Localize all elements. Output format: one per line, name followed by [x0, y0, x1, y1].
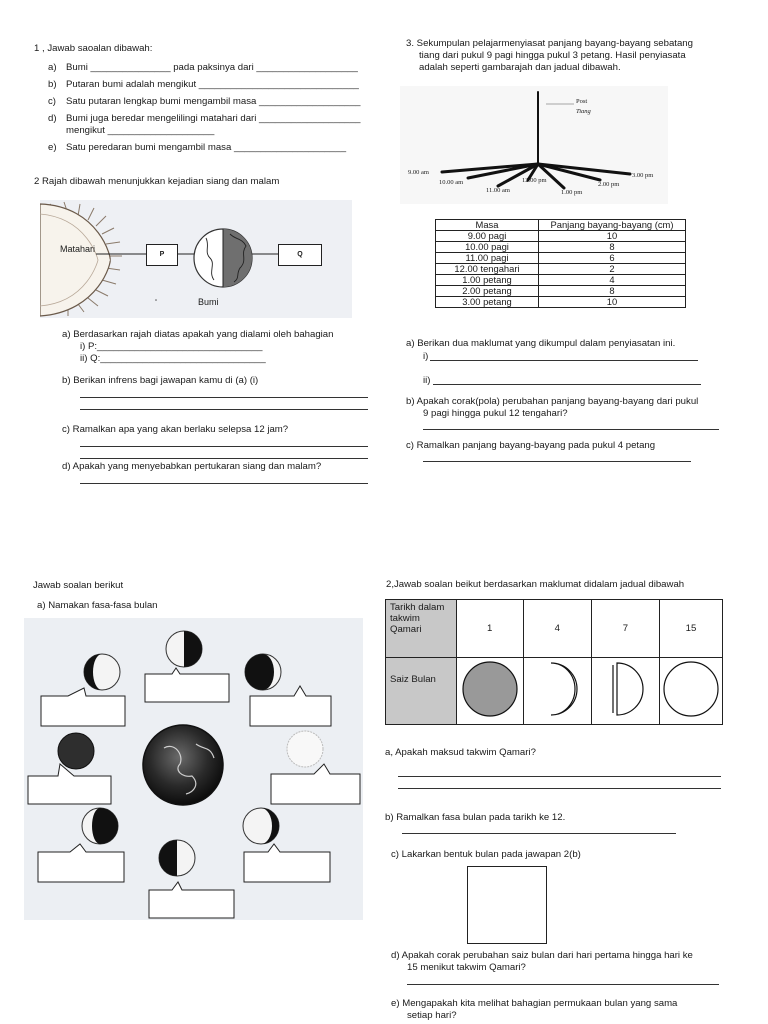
q4-title: Jawab soalan berikut — [33, 580, 124, 591]
q5-title: 2,Jawab soalan beikut berdasarkan maklumat didalam jadual dibawah — [386, 579, 685, 590]
table-row — [436, 242, 686, 253]
table-cell: 10.00 pagi — [436, 242, 539, 253]
q1-item-b-mark: b) — [48, 79, 57, 90]
q3-question-b-1: b) Apakah corak(pola) perubahan panjang bayang-bayang dari pukul — [406, 396, 699, 407]
q1-item-c-mark: c) — [48, 96, 56, 107]
table-cell: 11.00 pagi — [436, 253, 539, 264]
q1-item-b: Putaran bumi adalah mengikut ______________________________ — [66, 79, 359, 90]
qamari-row-label-tarikh: Tarikh dalam takwim Qamari — [386, 600, 457, 658]
table-row — [436, 264, 686, 275]
q1-item-e-mark: e) — [48, 142, 57, 153]
table-cell: 10 — [539, 231, 686, 242]
time-label-10am: 10.00 am — [439, 179, 464, 186]
q3-intro-3: adalah seperti gambarajah dan jadual dibawah. — [419, 62, 621, 73]
table-cell: 4 — [539, 275, 686, 286]
q1-item-d: Bumi juga beredar mengelilingi matahari dari ___________________ — [66, 113, 361, 124]
sun-label: Matahari — [60, 244, 96, 254]
answer-box-top-right[interactable] — [250, 686, 331, 726]
q2-question-a-ii: ii) Q:_______________________________ — [80, 353, 266, 364]
answer-box-top-left[interactable] — [41, 688, 125, 726]
time-label-3pm: 3.00 pm — [632, 172, 654, 179]
table-cell: 9.00 pagi — [436, 231, 539, 242]
q2-question-a-i: i) P:_______________________________ — [80, 341, 263, 352]
q1-item-d-cont: mengikut ____________________ — [66, 125, 215, 136]
moon-bottom-left — [82, 808, 118, 844]
table-cell: 3.00 petang — [436, 297, 539, 308]
qamari-row-label-saiz: Saiz Bulan — [386, 658, 457, 725]
box-q — [278, 244, 322, 266]
q3-question-a-ii: ii) — [423, 375, 431, 386]
tiang-label: Tiang — [576, 108, 591, 115]
earth-center — [143, 725, 223, 805]
moon-bottom — [159, 840, 195, 876]
q3-question-b-2: 9 pagi hingga pukul 12 tengahari? — [423, 408, 568, 419]
answer-line — [433, 384, 701, 385]
sun-shape — [40, 204, 110, 316]
answer-line — [423, 429, 719, 430]
table-cell: 12.00 tengahari — [436, 264, 539, 275]
q5-question-a: a, Apakah maksud takwim Qamari? — [385, 747, 536, 758]
q5-question-e-1: e) Mengapakah kita melihat bahagian permukaan bulan yang sama — [391, 998, 678, 1009]
qamari-table — [385, 599, 723, 725]
q3-intro-2: tiang dari pukul 9 pagi hingga pukul 3 petang. Hasil penyiasata — [419, 50, 686, 61]
q1-item-c: Satu putaran lengkap bumi mengambil masa ___________________ — [66, 96, 361, 107]
moon-right-full — [287, 731, 323, 767]
q5-question-e-2: setiap hari? — [407, 1010, 457, 1021]
moon-size-day-7 — [591, 658, 659, 725]
answer-line — [430, 360, 698, 361]
table-cell: 1.00 petang — [436, 275, 539, 286]
answer-line — [80, 397, 368, 398]
q3-question-c: c) Ramalkan panjang bayang-bayang pada pukul 4 petang — [406, 440, 656, 451]
q2-question-b: b) Berikan infrens bagi jawapan kamu di (a) (i) — [62, 375, 259, 386]
time-label-9am: 9.00 am — [408, 169, 429, 176]
table-row — [436, 297, 686, 308]
box-p — [146, 244, 178, 266]
moon-size-day-15 — [660, 658, 723, 725]
moon-phases-diagram — [24, 618, 363, 920]
answer-line — [402, 833, 676, 834]
box-p-label: P — [159, 250, 165, 258]
qamari-day: 7 — [591, 600, 659, 658]
answer-box-bottom-left[interactable] — [38, 844, 124, 882]
moon-size-day-4 — [523, 658, 591, 725]
q1-title: 1 , Jawab saoalan dibawah: — [34, 43, 153, 54]
table-cell: 8 — [539, 242, 686, 253]
q1-item-e: Satu peredaran bumi mengambil masa _____________________ — [66, 142, 347, 153]
answer-box-bottom[interactable] — [149, 882, 234, 918]
sketch-box[interactable] — [467, 866, 547, 944]
answer-line — [398, 776, 721, 777]
moon-top-right — [245, 654, 281, 690]
time-label-11am: 11.00 am — [486, 187, 510, 194]
answer-line — [423, 461, 691, 462]
table-cell: 2.00 petang — [436, 286, 539, 297]
qamari-day: 1 — [456, 600, 523, 658]
answer-line — [80, 446, 368, 447]
moon-bottom-right — [243, 808, 279, 844]
q4-question-a: a) Namakan fasa-fasa bulan — [37, 600, 158, 611]
moon-top — [166, 631, 202, 667]
q2-question-d: d) Apakah yang menyebabkan pertukaran siang dan malam? — [62, 461, 322, 472]
q5-question-d-1: d) Apakah corak perubahan saiz bulan dari hari pertama hingga hari ke — [391, 950, 693, 961]
table-cell: 8 — [539, 286, 686, 297]
time-label-12pm: 12.00 pm — [522, 177, 547, 184]
time-label-1pm: 1.00 pm — [561, 189, 583, 196]
q1-item-a: Bumi _______________ pada paksinya dari ___________________ — [66, 62, 358, 73]
qamari-day: 4 — [523, 600, 591, 658]
q5-question-d-2: 15 menikut takwim Qamari? — [407, 962, 526, 973]
answer-box-left[interactable] — [28, 764, 111, 804]
q5-question-b: b) Ramalkan fasa bulan pada tarikh ke 12. — [385, 812, 566, 823]
time-label-2pm: 2.00 pm — [598, 181, 620, 188]
qamari-day: 15 — [660, 600, 723, 658]
table-cell: 2 — [539, 264, 686, 275]
answer-line — [80, 409, 368, 410]
earth-label: Bumi — [198, 297, 219, 307]
table-header-masa: Masa — [436, 220, 539, 231]
table-row — [436, 286, 686, 297]
answer-box-bottom-right[interactable] — [244, 844, 330, 882]
answer-line — [407, 984, 719, 985]
moon-left-new — [58, 733, 94, 769]
moon-phases-drawing — [24, 618, 363, 920]
day-night-diagram — [40, 200, 352, 318]
post-label: Post — [576, 98, 588, 105]
q1-item-d-mark: d) — [48, 113, 57, 124]
q3-question-a-i: i) — [423, 351, 429, 362]
shadow-length-table — [435, 219, 686, 308]
q2-question-a: a) Berdasarkan rajah diatas apakah yang dialami oleh bahagian — [62, 329, 334, 340]
answer-line — [80, 483, 368, 484]
table-cell: 6 — [539, 253, 686, 264]
answer-box-top[interactable] — [145, 668, 229, 702]
q3-question-a: a) Berikan dua maklumat yang dikumpul dalam penyiasatan ini. — [406, 338, 676, 349]
q2-title: 2 Rajah dibawah menunjukkan kejadian siang dan malam — [34, 176, 280, 187]
box-q-label: Q — [297, 250, 303, 258]
answer-line — [80, 458, 368, 459]
table-cell: 10 — [539, 297, 686, 308]
shadow-figure — [400, 86, 668, 204]
q5-question-c: c) Lakarkan bentuk bulan pada jawapan 2(b) — [391, 849, 581, 860]
q3-intro-1: 3. Sekumpulan pelajarmenyiasat panjang bayang-bayang sebatang — [406, 38, 693, 49]
table-row — [436, 253, 686, 264]
moon-size-day-1 — [456, 658, 523, 725]
moon-top-left — [84, 654, 120, 690]
q1-item-a-mark: a) — [48, 62, 57, 73]
table-header-panjang: Panjang bayang-bayang (cm) — [539, 220, 686, 231]
table-row — [436, 231, 686, 242]
answer-box-right[interactable] — [271, 764, 360, 804]
answer-line — [398, 788, 721, 789]
q2-question-c: c) Ramalkan apa yang akan berlaku selepsa 12 jam? — [62, 424, 289, 435]
table-row — [436, 275, 686, 286]
